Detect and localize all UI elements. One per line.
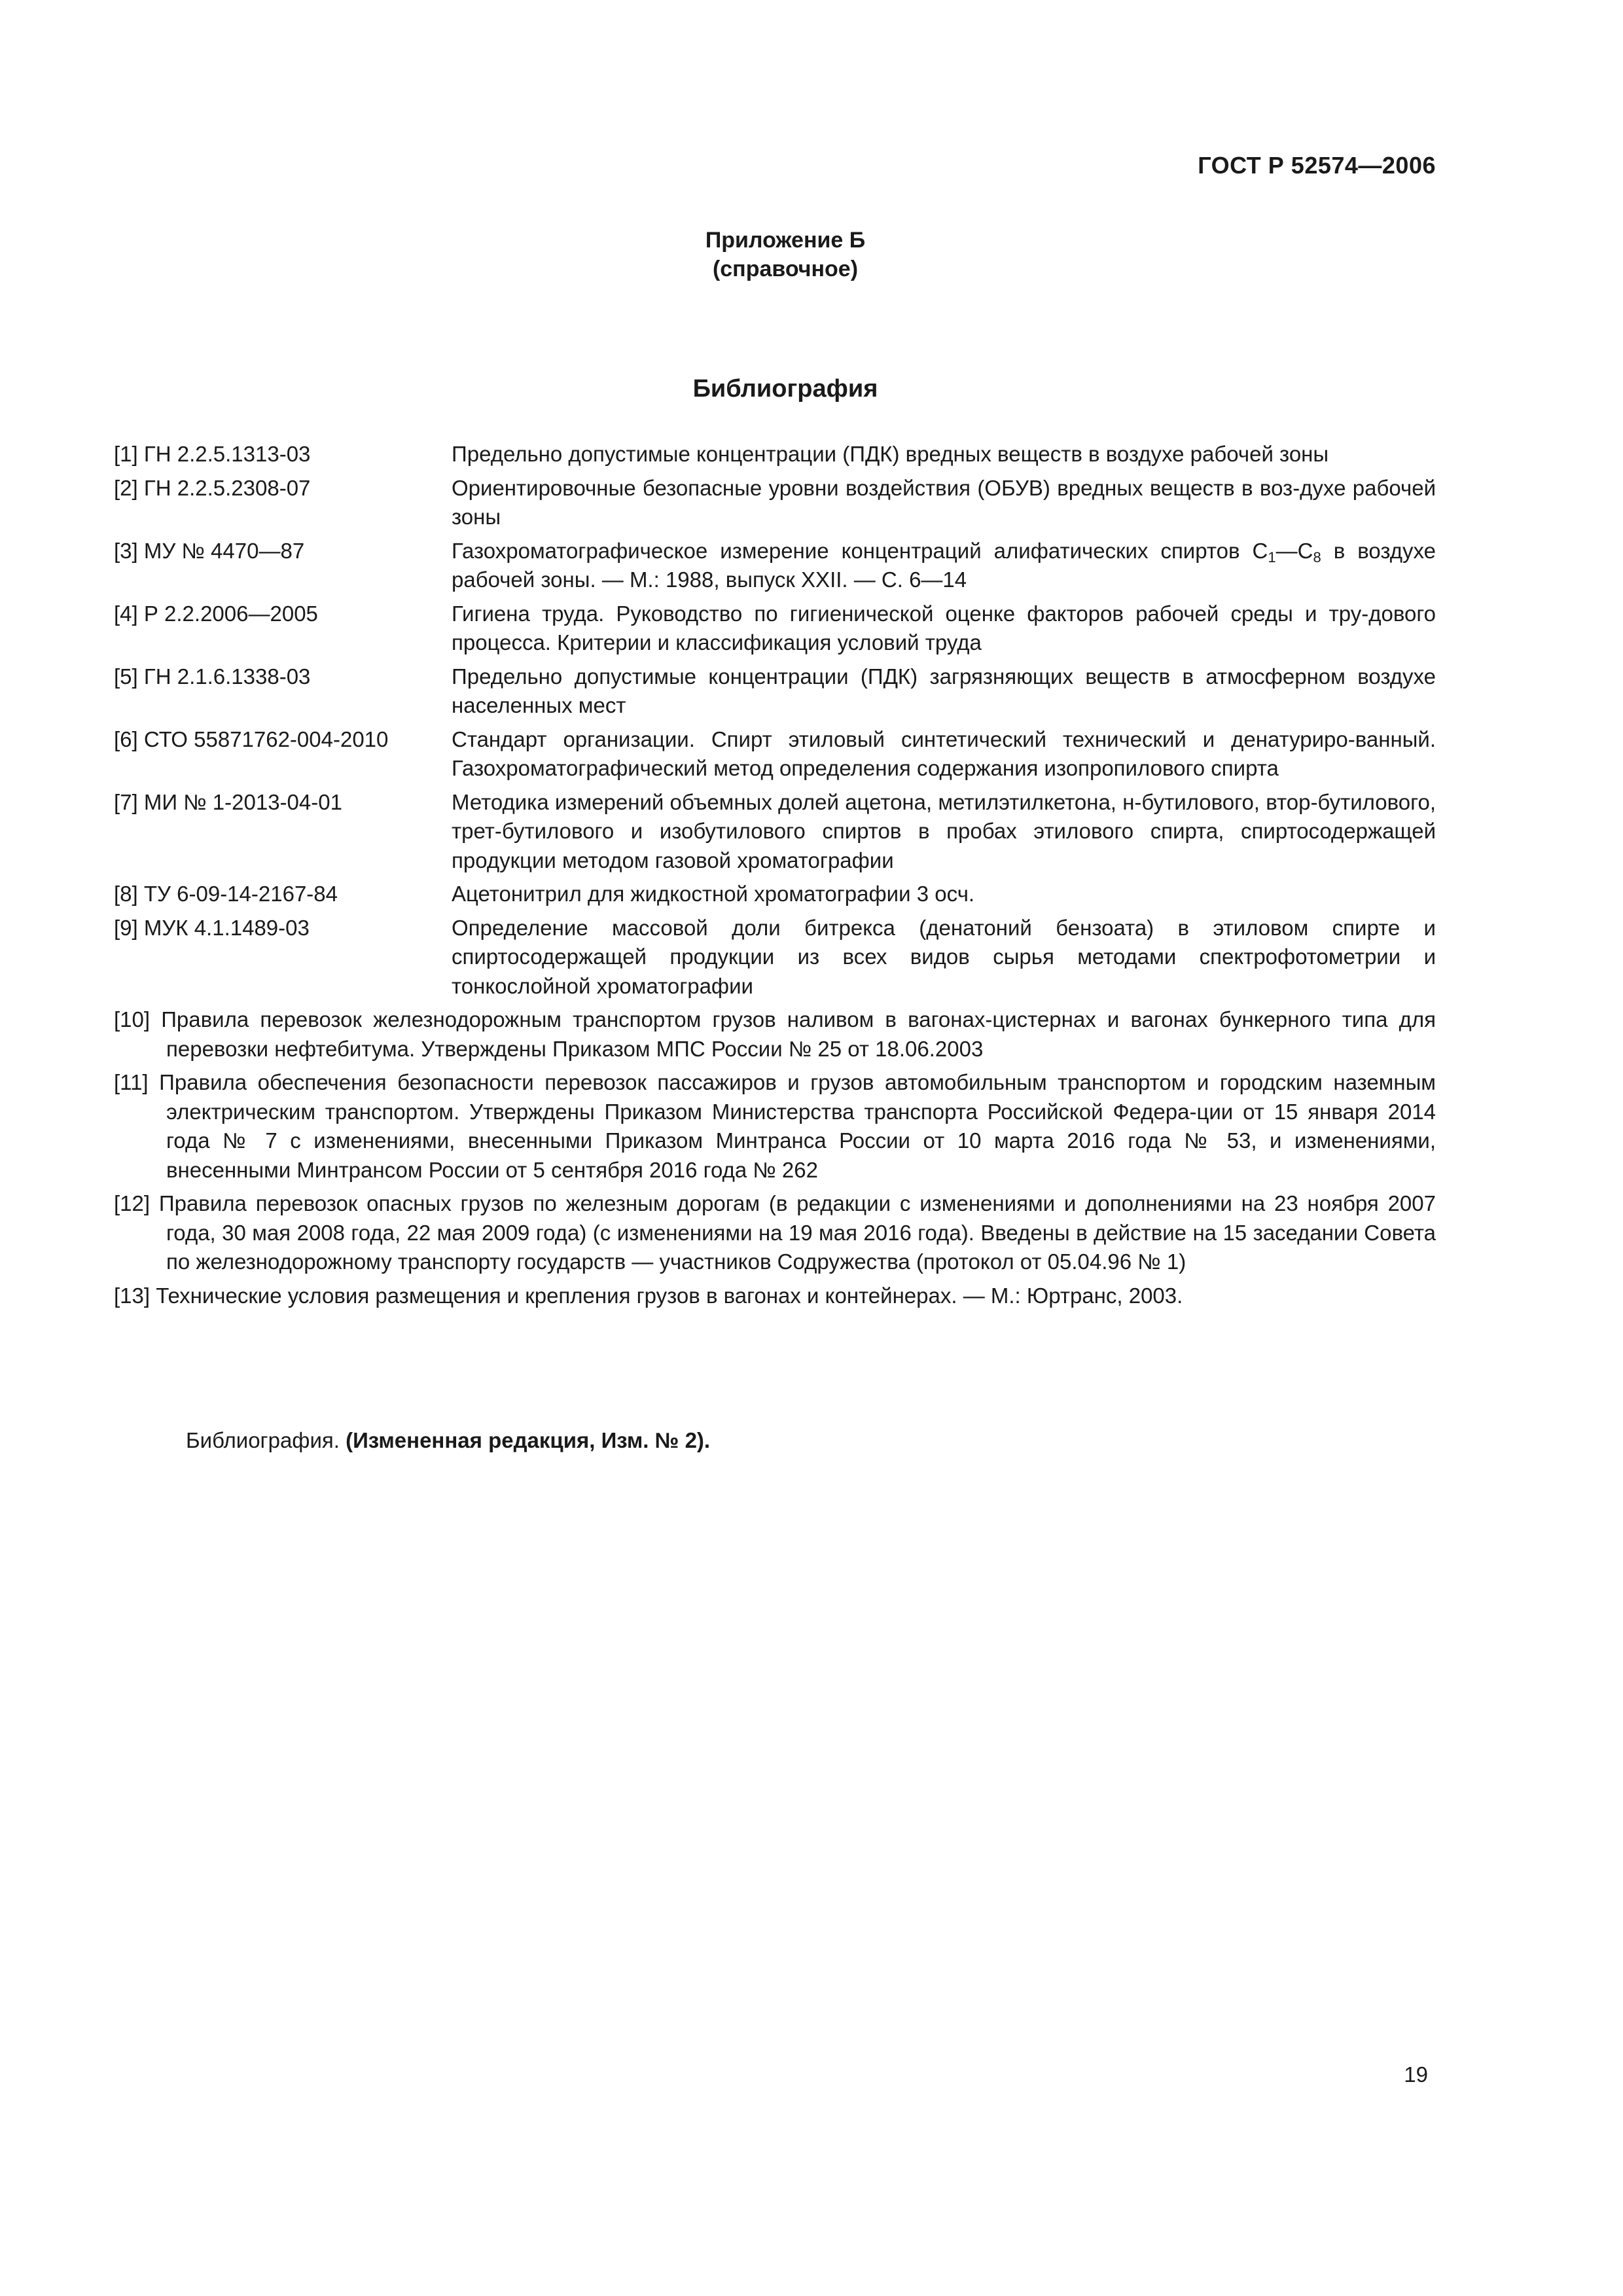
entry-reference: [4] Р 2.2.2006—2005 <box>114 601 318 626</box>
entry-reference: [9] МУК 4.1.1489-03 <box>114 915 310 940</box>
appendix-title: Приложение Б <box>705 228 866 253</box>
bibliography-entry <box>114 662 1436 721</box>
bibliography-list <box>114 440 1436 1315</box>
bibliography-entry <box>114 914 1436 1001</box>
bibliography-entry-long: [13] Технические условия размещения и крепления грузов в вагонах и контейнерах. — М.: Юртранс, 2003. <box>114 1283 1183 1308</box>
bibliography-entry <box>114 880 1436 909</box>
bibliography-entry <box>114 788 1436 876</box>
entry-description: Предельно допустимые концентрации (ПДК) вредных веществ в воздухе рабочей зоны <box>452 442 1329 466</box>
document-id-header: ГОСТ Р 52574—2006 <box>1198 152 1436 179</box>
bibliography-entry-long: [12] Правила перевозок опасных грузов по железным дорогам (в редакции с изменениями и дополнениями на 23 ноября 2007 года, 30 мая 2008 года, 22 мая 2009 года) (с изменениями на 19 мая 2016 года). Введены в действие на 15 заседании Совета по железнодорожному транспорту государств — участников Содружества (протокол от 05.04.96 № 1) <box>114 1191 1436 1274</box>
appendix-subtitle: (справочное) <box>712 257 859 281</box>
entry-description-dash: —С <box>1275 538 1313 563</box>
bibliography-entry <box>114 440 1436 469</box>
bibliography-entry <box>114 474 1436 532</box>
entry-description <box>452 537 1436 595</box>
entry-description: Методика измерений объемных долей ацетона, метилэтилкетона, н-бутилового, втор-бутилового, трет-бутилового и изобутилового спиртов в пробах этилового спирта, спиртосодержащей продукции методом газовой хроматографии <box>452 789 1436 872</box>
amendment-note-label: Библиография. <box>186 1428 340 1452</box>
entry-description: Ацетонитрил для жидкостной хроматографии 3 осч. <box>452 882 975 906</box>
appendix-heading <box>0 226 1571 283</box>
entry-reference: [6] СТО 55871762-004-2010 <box>114 726 389 751</box>
entry-reference: [8] ТУ 6-09-14-2167-84 <box>114 882 338 906</box>
entry-description-start: Газохроматографическое измерение концентраций алифатических спиртов С <box>452 538 1268 563</box>
bibliography-entry-long: [11] Правила обеспечения безопасности перевозок пассажиров и грузов автомобильным транспортом и городским наземным электрическим транспортом. Утверждены Приказом Министерства транспорта Российской Федера-ции от 15 января 2014 года № 7 с изменениями, внесенными Приказом Минтранса России от 10 марта 2016 года № 53, и изменениями, внесенными Минтрансом России от 5 сентября 2016 года № 262 <box>114 1070 1436 1182</box>
bibliography-entry-long: [10] Правила перевозок железнодорожным транспортом грузов наливом в вагонах-цистернах и вагонах бункерного типа для перевозки нефтебитума. Утверждены Приказом МПС России № 25 от 18.06.2003 <box>114 1007 1436 1061</box>
amendment-note <box>186 1428 710 1453</box>
entry-description: Гигиена труда. Руководство по гигиенической оценке факторов рабочей среды и тру-дового процесса. Критерии и классификация условий труда <box>452 601 1436 655</box>
bibliography-entry <box>114 725 1436 783</box>
bibliography-entry <box>114 537 1436 595</box>
bibliography-title: Библиография <box>692 375 878 403</box>
entry-description-end: в воздухе рабочей зоны. — М.: 1988, выпуск XXII. — С. 6—14 <box>452 538 1436 592</box>
entry-reference: [1] ГН 2.2.5.1313-03 <box>114 442 311 466</box>
subscript-carbon-1: 1 <box>1268 548 1276 565</box>
entry-reference: [3] МУ № 4470—87 <box>114 538 305 563</box>
amendment-note-text: (Измененная редакция, Изм. № 2). <box>346 1428 711 1452</box>
entry-reference: [2] ГН 2.2.5.2308-07 <box>114 475 311 500</box>
page-number: 19 <box>1404 2062 1428 2087</box>
entry-reference: [5] ГН 2.1.6.1338-03 <box>114 664 311 689</box>
entry-description: Ориентировочные безопасные уровни воздействия (ОБУВ) вредных веществ в воз-духе рабочей зоны <box>452 475 1436 529</box>
entry-description: Предельно допустимые концентрации (ПДК) загрязняющих веществ в атмосферном воздухе населенных мест <box>452 664 1436 717</box>
entry-reference: [7] МИ № 1-2013-04-01 <box>114 789 342 814</box>
bibliography-entry <box>114 600 1436 658</box>
entry-description: Стандарт организации. Спирт этиловый синтетический технический и денатуриро-ванный. Газохроматографический метод определения содержания изопропилового спирта <box>452 726 1436 780</box>
subscript-carbon-8: 8 <box>1313 548 1321 565</box>
entry-description: Определение массовой доли битрекса (денатоний бензоата) в этиловом спирте и спиртосодержащей продукции из всех видов сырья методами спектрофотометрии и тонкослойной хроматографии <box>452 915 1436 998</box>
